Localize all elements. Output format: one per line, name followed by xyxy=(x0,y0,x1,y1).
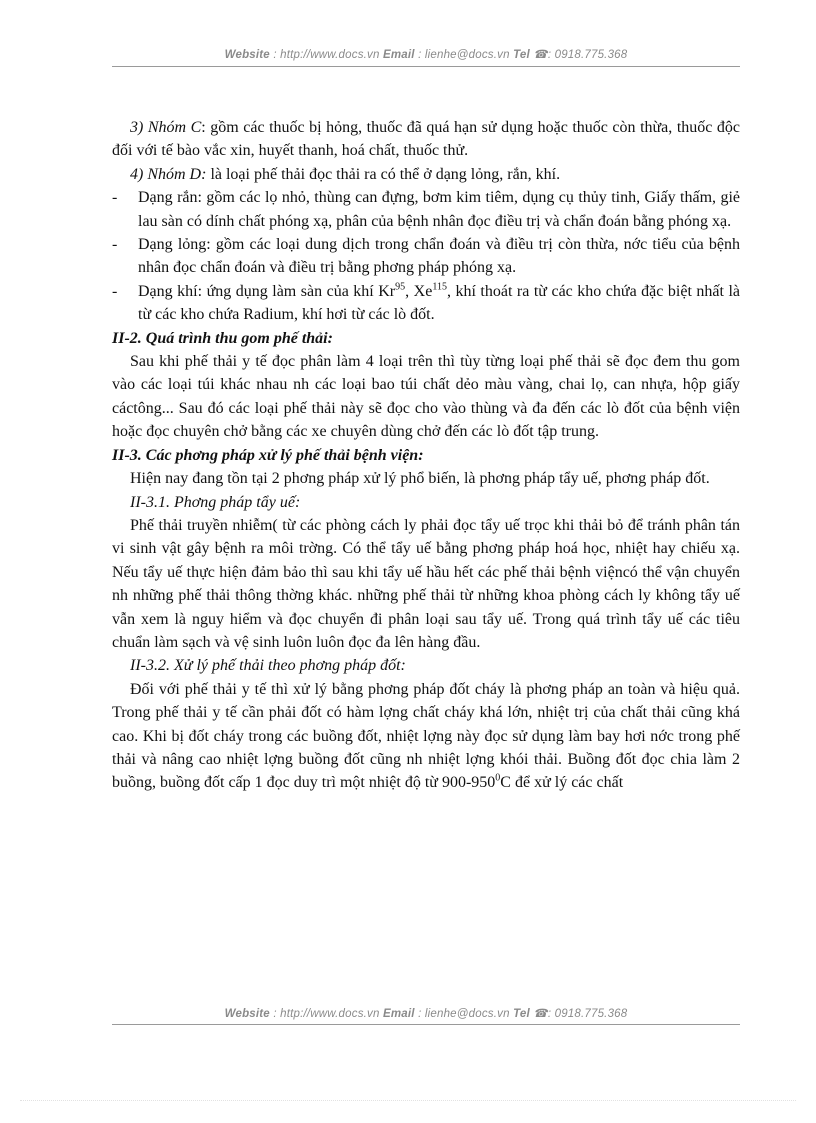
list-item-text: Dạng lỏng: gồm các loại dung dịch trong chẩn đoán và điều trị còn thừa, nớc tiểu của bệnh nhân đọc chẩn đoán và điều trị bằng phơng pháp phóng xạ. xyxy=(138,236,740,277)
paragraph: Phế thải truyền nhiễm( từ các phòng cách ly phải đọc tẩy uế trọc khi thải bỏ để tránh phân tán vi sinh vật gây bệnh ra môi trờng. Có thể tẩy uế bằng phơng pháp hoá học, nhiệt hay chiếu xạ. Nếu tẩy uế thực hiện đảm bảo thì sau khi tẩy uế hầu hết các phế thải bệnh việncó thể vận chuyển nh những phế thải thông thờng khác. những phế thải từ những khoa phòng cách ly không tẩy uế vẫn xem là nguy hiểm và đọc chuyển đi phân loại sau tẩy uế. Trong quá trình tẩy uế các tiêu chuẩn làm sạch và vệ sinh luôn luôn đọc đa lên hàng đầu. xyxy=(112,516,740,651)
group-d-label: 4) Nhóm D: xyxy=(130,165,207,183)
header-tel-label: Tel xyxy=(513,49,530,61)
paragraph: Hiện nay đang tồn tại 2 phơng pháp xử lý phổ biến, là phơng pháp tẩy uế, phơng pháp đốt. xyxy=(130,470,710,488)
paragraph-group-c xyxy=(112,116,740,163)
section-heading: II-3. Các phơng pháp xử lý phế thải bệnh viện: xyxy=(112,446,424,464)
document-body xyxy=(112,116,740,795)
paragraph-text: Đối với phế thải y tế thì xử lý bằng phơng pháp đốt cháy là phơng pháp an toàn và hiệu quả. Trong phế thải y tế cần phải đốt có hàm lợng chất cháy khá lớn, nhiệt trị của chất thải cũng khá cao. Khi bị đốt cháy trong các buồng đốt, nhiệt lợng này đọc sử dụng làm bay hơi nớc trong phế thải và nâng cao nhiệt lợng buồng đốt cũng nh nhiệt lợng khói thải. Buồng đốt đọc chia làm 2 buồng, buồng đốt cấp 1 đọc duy trì một nhiệt độ từ 900-950 xyxy=(112,680,740,792)
footer-website-value[interactable]: : http://www.docs.vn xyxy=(273,1008,380,1020)
list-item-text: Dạng rắn: gồm các lọ nhỏ, thùng can đựng, bơm kim tiêm, dụng cụ thủy tinh, Giấy thấm, giẻ lau sàn có dính chất phóng xạ, phân của bệnh nhân đọc điều trị và chẩn đoán bằng phóng xạ. xyxy=(138,189,740,230)
header-website-value[interactable]: : http://www.docs.vn xyxy=(273,49,380,61)
header-tel-value: : 0918.775.368 xyxy=(547,49,628,61)
subsection-heading: II-3.1. Phơng pháp tẩy uế: xyxy=(130,493,301,511)
paragraph xyxy=(112,678,740,795)
phone-icon: ☎ xyxy=(533,49,548,61)
footer-website-label: Website xyxy=(224,1008,270,1020)
list-item-solid xyxy=(112,186,740,233)
bullet-dash: - xyxy=(112,236,118,254)
footer-divider xyxy=(112,1024,740,1025)
section-heading: II-2. Quá trình thu gom phế thải: xyxy=(112,329,333,347)
header-divider xyxy=(112,66,740,67)
footer-email-value[interactable]: : lienhe@docs.vn xyxy=(418,1008,510,1020)
list-item-text: , khí thoát ra từ các kho chứa đặc biệt nhất là từ các kho chứa Radium, khí hơi từ các lò đốt. xyxy=(138,282,741,324)
list-item-text: Dạng khí: ứng dụng làm sàn của khí Kr xyxy=(138,282,396,300)
footer-tel-value: : 0918.775.368 xyxy=(547,1008,628,1020)
bullet-dash: - xyxy=(112,189,118,207)
footer-tel-label: Tel xyxy=(513,1008,530,1020)
phone-icon: ☎ xyxy=(533,1008,548,1020)
list-item-liquid xyxy=(112,233,740,280)
paragraph-text: C để xử lý các chất xyxy=(500,774,624,792)
paragraph-group-d xyxy=(112,163,740,186)
header-email-label: Email xyxy=(383,49,415,61)
page-header xyxy=(112,47,740,61)
header-website-label: Website xyxy=(224,49,270,61)
superscript: 115 xyxy=(432,281,447,293)
group-c-label: 3) Nhóm C xyxy=(130,119,202,136)
bullet-dash: - xyxy=(112,282,118,300)
page-footer xyxy=(112,1006,740,1020)
superscript: 0 xyxy=(495,773,501,785)
subsection-heading: II-3.2. Xử lý phế thải theo phơng pháp đốt: xyxy=(130,657,406,675)
footer-email-label: Email xyxy=(383,1008,415,1020)
superscript: 95 xyxy=(395,281,406,293)
page-edge-divider xyxy=(20,1100,796,1101)
list-item-gas xyxy=(112,280,740,327)
group-c-text: : gồm các thuốc bị hỏng, thuốc đã quá hạn sử dụng hoặc thuốc còn thừa, thuốc độc đối với tế bào vắc xin, huyết thanh, hoá chất, thuốc thử. xyxy=(112,119,740,160)
header-email-value[interactable]: : lienhe@docs.vn xyxy=(418,49,510,61)
paragraph: Sau khi phế thải y tế đọc phân làm 4 loại trên thì tùy từng loại phế thải sẽ đọc đem thu gom vào các loại túi khác nhau nh các loại bao túi chất dẻo màu vàng, chai lọ, can nhựa, hộp giấy cáctông... Sau đó các loại phế thải này sẽ đọc cho vào thùng và đa đến các lò đốt của bệnh viện hoặc đọc chuyên chở bằng các xe chuyên dùng chở đến các lò đốt tập trung. xyxy=(112,353,740,441)
list-item-text: , Xe xyxy=(405,282,433,300)
group-d-text: là loại phế thải đọc thải ra có thể ở dạng lỏng, rắn, khí. xyxy=(206,165,561,183)
